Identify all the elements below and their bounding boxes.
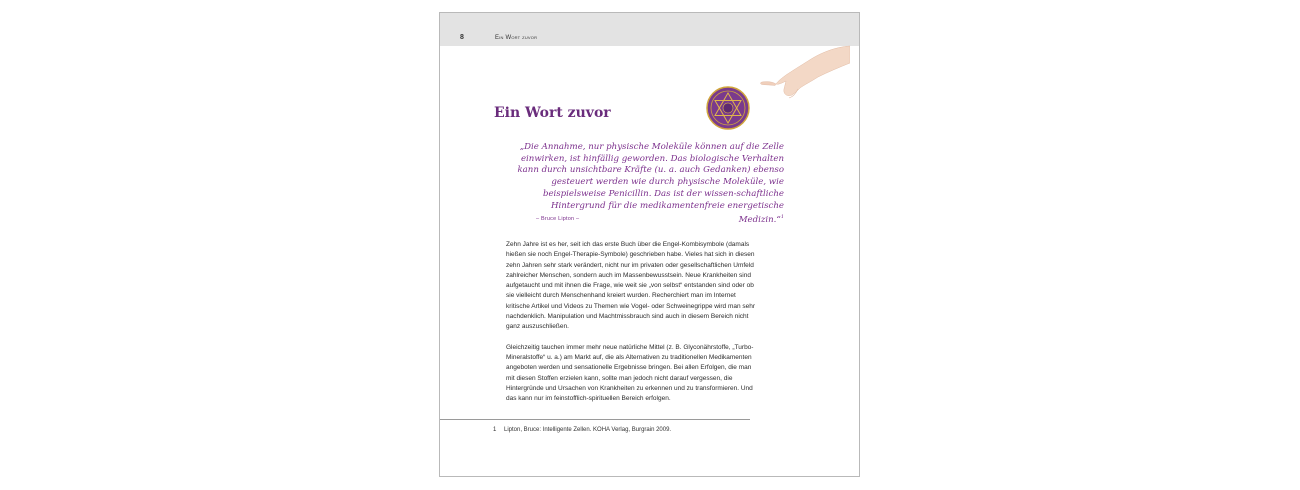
quote-text: „Die Annahme, nur physische Moleküle können auf die Zelle einwirken, ist hinfällig geworden. Das biologische Verhalten kann durch unsichtbare Kräfte (u. a. auch Gedanken) ebenso gesteuert werden wie durch physische Moleküle, wie beispielsweise Penicillin. Das ist der wissen-schaftliche Hintergrund für die medikamentenfreie energetische Medizin.“ <box>517 142 784 226</box>
paragraph-1: Zehn Jahre ist es her, seit ich das erste Buch über die Engel-Kombisymbole (damals hießen sie noch Engel-Therapie-Symbole) geschrieben habe. Vieles hat sich in diesen zehn Jahren sehr stark verändert, nicht nur im privaten oder gesellschaftlichen Umfeld zahlreicher Menschen, sondern auch im Massenbewusstsein. Neue Krankheiten sind aufgetaucht und mit ihnen die Frage, wie weit sie „von selbst“ entstanden sind oder ob sie vielleicht durch Menschenhand kreiert wurden. Recherchiert man im Internet kritische Artikel und Videos zu Themen wie Vogel- oder Schweinegrippe wird man sehr nachdenklich. Manipulation und Machtmissbrauch sind auch in diesem Bereich nicht ganz auszuschließen. <box>506 241 756 331</box>
body-text <box>506 240 756 414</box>
pointing-hand-icon <box>740 41 850 116</box>
chapter-title: Ein Wort zuvor <box>494 105 611 121</box>
page-number: 8 <box>460 34 464 41</box>
book-page <box>439 12 860 477</box>
epigraph-quote <box>510 142 784 227</box>
footnote-text: Lipton, Bruce: Intelligente Zellen. KOHA Verlag, Burgrain 2009. <box>504 427 672 433</box>
running-head: Ein Wort zuvor <box>495 35 538 41</box>
angel-symbol-icon <box>706 86 750 130</box>
footnote-divider <box>440 419 750 420</box>
footnote-number: 1 <box>493 427 497 433</box>
paragraph-2: Gleichzeitig tauchen immer mehr neue natürliche Mittel (z. B. Glyconährstoffe, „Turbo-Mineralstoffe“ u. a.) am Markt auf, die als Alternativen zu traditionellen Medikamenten angeboten werden und sensationelle Ergebnisse bringen. Bei allen Erfolgen, die man mit diesen Stoffen erzielen kann, sollte man jedoch nicht darauf vergessen, die Hintergründe und Ursachen von Krankheiten zu erkennen und zu transformieren. Und das kann nur im feinstofflich-spirituellen Bereich erfolgen. <box>506 343 754 403</box>
footnote <box>493 427 671 433</box>
quote-author: – Bruce Lipton – <box>536 216 580 222</box>
footnote-ref: 1 <box>780 214 784 221</box>
